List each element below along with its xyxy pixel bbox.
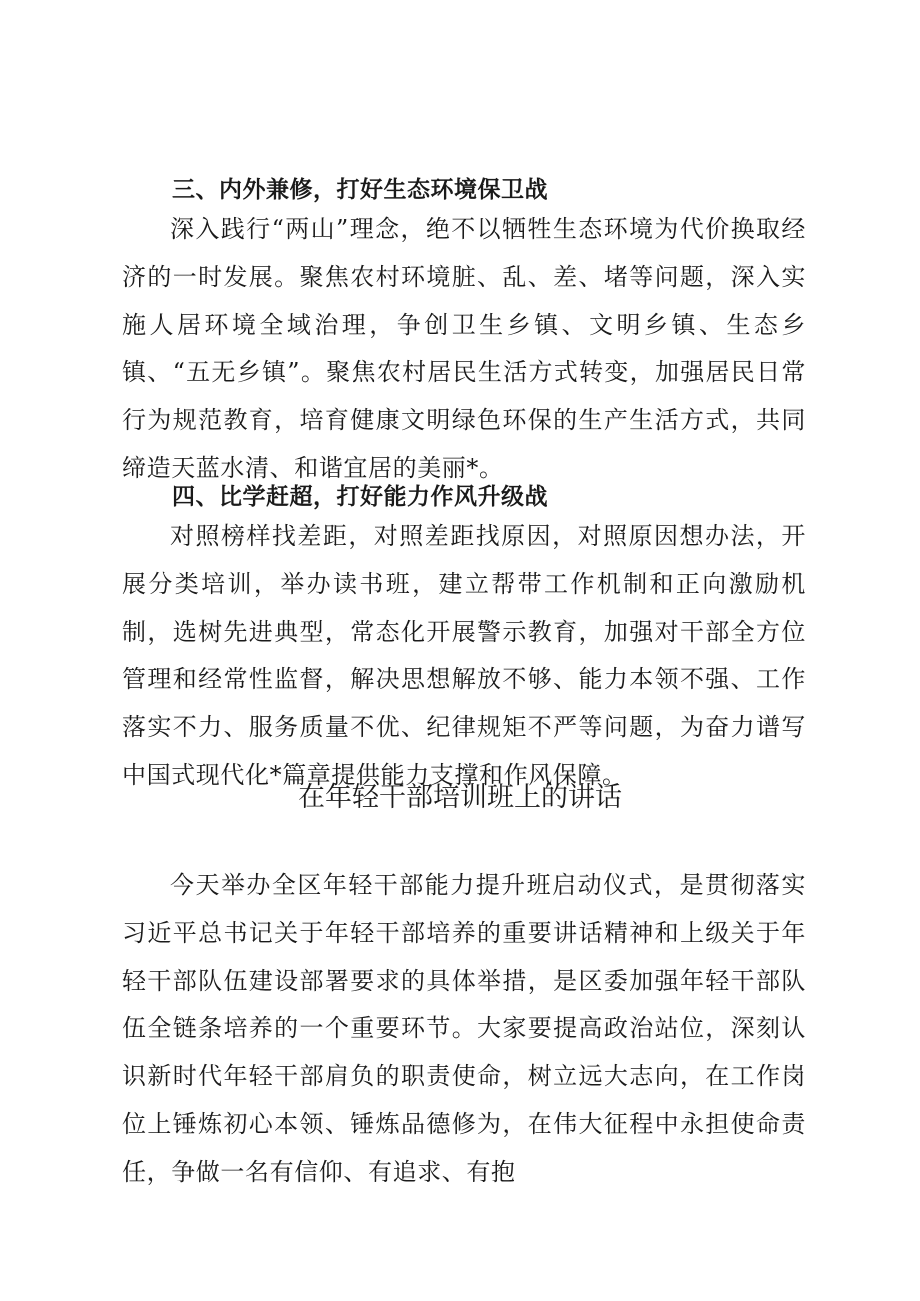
section-4-paragraph: 对照榜样找差距，对照差距找原因，对照原因想办法，开展分类培训，举办读书班，建立帮带工作机制和正向激励机制，选树先进典型，常态化开展警示教育，加强对干部全方位管理和经常性监督，解决思想解放不够、能力本领不强、工作落实不力、服务质量不优、纪律规矩不严等问题，为奋力谱写中国式现代化*篇章提供能力支撑和作风保障。 bbox=[122, 522, 806, 789]
section-3-paragraph: 深入践行“两山”理念，绝不以牺牲生态环境为代价换取经济的一时发展。聚焦农村环境脏、乱、差、堵等问题，深入实施人居环境全域治理，争创卫生乡镇、文明乡镇、生态乡镇、“五无乡镇”。聚焦农村居民生活方式转变，加强居民日常行为规范教育，培育健康文明绿色环保的生产生活方式，共同缔造天蓝水清、和谐宜居的美丽*。 bbox=[122, 215, 806, 482]
section-3-heading: 三、内外兼修，打好生态环境保卫战 bbox=[172, 177, 548, 203]
section-4-heading: 四、比学赶超，打好能力作风升级战 bbox=[172, 484, 548, 510]
speech-title: 在年轻干部培训班上的讲话 bbox=[298, 782, 622, 813]
speech-paragraph: 今天举办全区年轻干部能力提升班启动仪式，是贯彻落实习近平总书记关于年轻干部培养的重要讲话精神和上级关于年轻干部队伍建设部署要求的具体举措，是区委加强年轻干部队伍全链条培养的一个重要环节。大家要提高政治站位，深刻认识新时代年轻干部肩负的职责使命，树立远大志向，在工作岗位上锤炼初心本领、锤炼品德修为，在伟大征程中永担使命责任，争做一名有信仰、有追求、有抱 bbox=[122, 871, 806, 1186]
